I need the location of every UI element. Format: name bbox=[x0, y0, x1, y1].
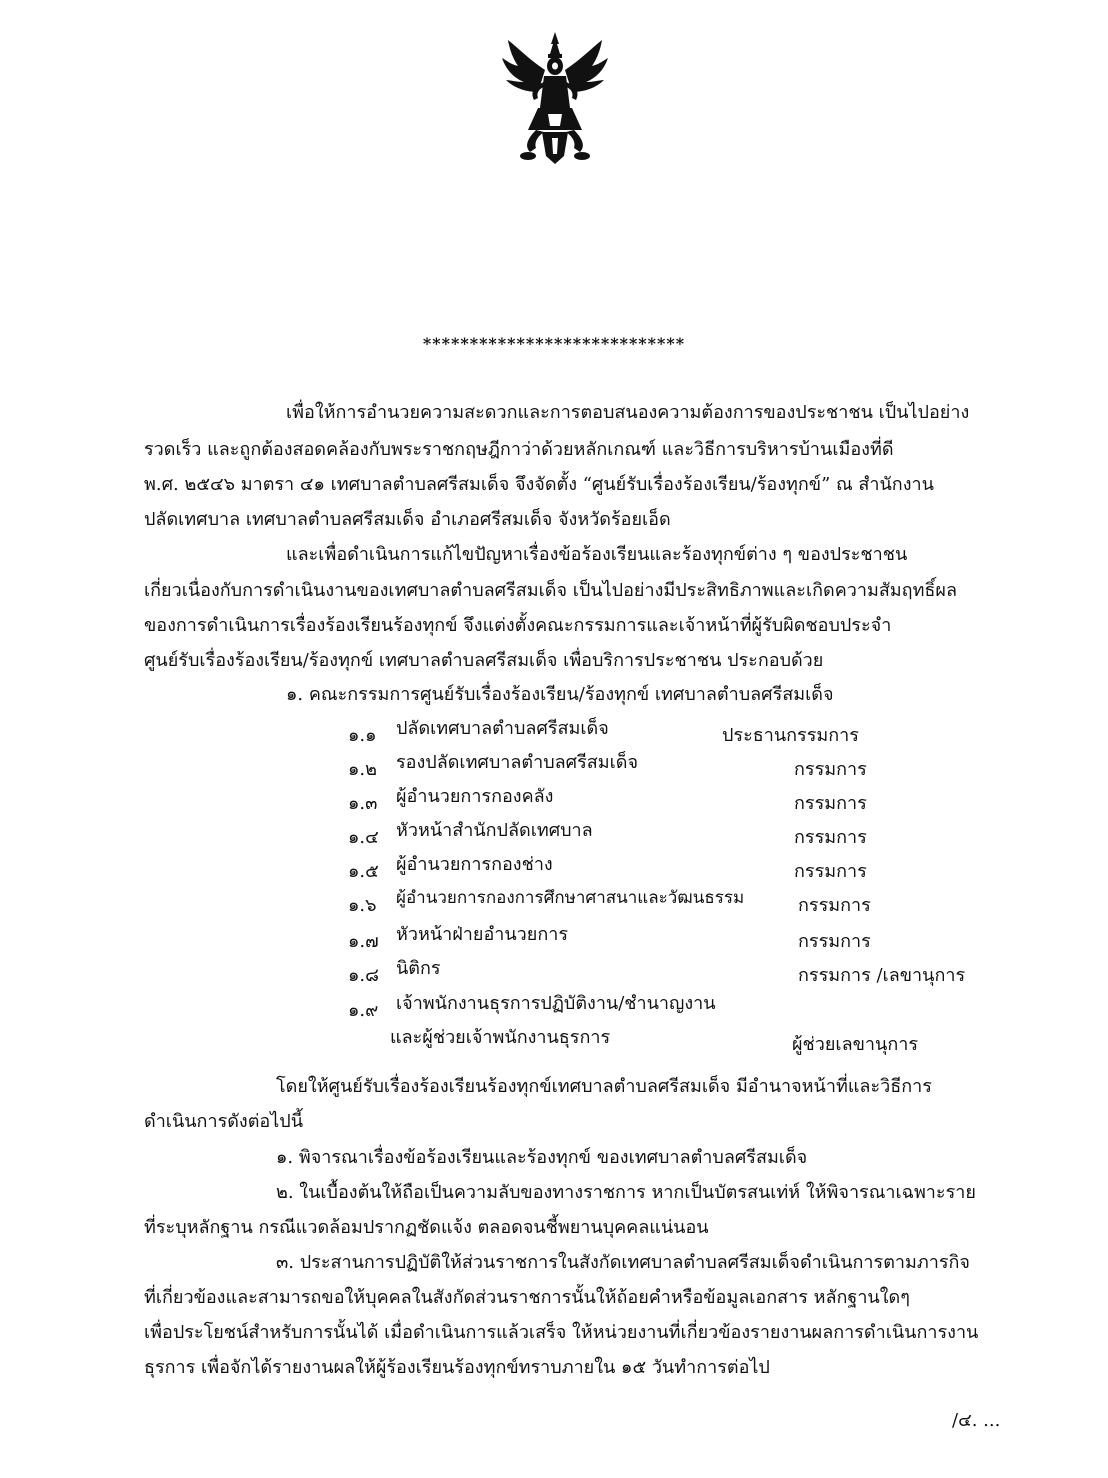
committee-item-name: ปลัดเทศบาลตำบลศรีสมเด็จ bbox=[396, 718, 609, 739]
paragraph-2-line: ศูนย์รับเรื่องร้องเรียน/ร้องทุกข์ เทศบาลตำบลศรีสมเด็จ เพื่อบริการประชาชน ประกอบด้วย bbox=[144, 650, 824, 671]
paragraph-1-line: พ.ศ. ๒๕๔๖ มาตรา ๔๑ เทศบาลตำบลศรีสมเด็จ จึงจัดตั้ง “ศูนย์รับเรื่องร้องเรียน/ร้องทุกข์” ณ สำนักงาน bbox=[144, 474, 934, 495]
paragraph-1-line: เพื่อให้การอำนวยความสะดวกและการตอบสนองความต้องการของประชาชน เป็นไปอย่าง bbox=[286, 402, 970, 423]
committee-item-role: กรรมการ bbox=[794, 759, 867, 780]
committee-item-role: กรรมการ bbox=[794, 793, 867, 814]
committee-item-number: ๑.๔ bbox=[348, 827, 379, 848]
garuda-emblem-icon bbox=[500, 30, 610, 170]
committee-item-name: เจ้าพนักงานธุรการปฏิบัติงาน/ชำนาญงาน bbox=[396, 993, 716, 1014]
committee-item-role: กรรมการ bbox=[798, 895, 871, 916]
committee-item-name: หัวหน้าสำนักปลัดเทศบาล bbox=[396, 820, 593, 841]
paragraph-1-line: รวดเร็ว และถูกต้องสอดคล้องกับพระราชกฤษฎีกาว่าด้วยหลักเกณฑ์ และวิธีการบริหารบ้านเมืองที่ดี bbox=[144, 439, 894, 460]
duty-line: เพื่อประโยชน์สำหรับการนั้นได้ เมื่อดำเนินการแล้วเสร็จ ให้หน่วยงานที่เกี่ยวข้องรายงานผลการดำเนินการงาน bbox=[144, 1322, 979, 1343]
page-continuation: /๔. ... bbox=[952, 1410, 1001, 1431]
committee-item-role: กรรมการ bbox=[794, 861, 867, 882]
duty-line: ที่ระบุหลักฐาน กรณีแวดล้อมปรากฏชัดแจ้ง ตลอดจนชี้พยานบุคคลแน่นอน bbox=[144, 1217, 709, 1238]
committee-item-role: กรรมการ bbox=[798, 931, 871, 952]
committee-item-number: ๑.๓ bbox=[348, 793, 378, 814]
committee-item-number: ๑.๙ bbox=[348, 1000, 379, 1021]
committee-item-role: กรรมการ /เลขานุการ bbox=[798, 965, 966, 986]
committee-item-name-cont: และผู้ช่วยเจ้าพนักงานธุรการ bbox=[390, 1027, 611, 1048]
committee-item-name: รองปลัดเทศบาลตำบลศรีสมเด็จ bbox=[396, 752, 639, 773]
committee-heading: ๑. คณะกรรมการศูนย์รับเรื่องร้องเรียน/ร้องทุกข์ เทศบาลตำบลศรีสมเด็จ bbox=[286, 684, 834, 705]
committee-item-name: ผู้อำนวยการกองช่าง bbox=[396, 854, 553, 875]
committee-item-role: กรรมการ bbox=[794, 827, 867, 848]
committee-item-number: ๑.๕ bbox=[348, 861, 379, 882]
committee-item-name: ผู้อำนวยการกองคลัง bbox=[396, 786, 554, 807]
duty-line: ๒. ในเบื้องต้นให้ถือเป็นความลับของทางราชการ หากเป็นบัตรสนเท่ห์ ให้พิจารณาเฉพาะราย bbox=[276, 1182, 976, 1203]
committee-item-role: ผู้ช่วยเลขานุการ bbox=[792, 1034, 918, 1055]
paragraph-1-line: ปลัดเทศบาล เทศบาลตำบลศรีสมเด็จ อำเภอศรีสมเด็จ จังหวัดร้อยเอ็ด bbox=[144, 509, 671, 530]
duty-line: ที่เกี่ยวข้องและสามารถขอให้บุคคลในสังกัดส่วนราชการนั้นให้ถ้อยคำหรือข้อมูลเอกสาร หลักฐานใดๆ bbox=[144, 1287, 910, 1308]
committee-item-number: ๑.๒ bbox=[348, 759, 378, 780]
committee-item-role: ประธานกรรมการ bbox=[722, 725, 859, 746]
paragraph-2-line: ของการดำเนินการเรื่องร้องเรียนร้องทุกข์ จึงแต่งตั้งคณะกรรมการและเจ้าหน้าที่ผู้รับผิดชอบประจำ bbox=[144, 615, 892, 636]
duty-line: ธุรการ เพื่อจักได้รายงานผลให้ผู้ร้องเรียนร้องทุกข์ทราบภายใน ๑๕ วันทำการต่อไป bbox=[144, 1357, 770, 1378]
committee-item-name: นิติกร bbox=[396, 958, 441, 979]
committee-item-number: ๑.๑ bbox=[348, 725, 377, 746]
committee-item-number: ๑.๗ bbox=[348, 931, 379, 952]
duty-line: ๓. ประสานการปฏิบัติให้ส่วนราชการในสังกัดเทศบาลตำบลศรีสมเด็จดำเนินการตามภารกิจ bbox=[276, 1252, 970, 1273]
committee-item-name: ผู้อำนวยการกองการศึกษาศาสนาและวัฒนธรรม bbox=[396, 888, 745, 908]
committee-item-number: ๑.๘ bbox=[348, 965, 380, 986]
committee-item-number: ๑.๖ bbox=[348, 895, 377, 916]
duty-line: ๑. พิจารณาเรื่องข้อร้องเรียนและร้องทุกข์ ของเทศบาลตำบลศรีสมเด็จ bbox=[276, 1147, 808, 1168]
header-separator: **************************** bbox=[422, 334, 686, 353]
paragraph-2-line: และเพื่อดำเนินการแก้ไขปัญหาเรื่องข้อร้องเรียนและร้องทุกข์ต่าง ๆ ของประชาชน bbox=[286, 544, 908, 565]
paragraph-3-line: โดยให้ศูนย์รับเรื่องร้องเรียนร้องทุกข์เทศบาลตำบลศรีสมเด็จ มีอำนาจหน้าที่และวิธีการ bbox=[276, 1076, 932, 1097]
committee-item-name: หัวหน้าฝ่ายอำนวยการ bbox=[396, 924, 569, 945]
paragraph-2-line: เกี่ยวเนื่องกับการดำเนินงานของเทศบาลตำบลศรีสมเด็จ เป็นไปอย่างมีประสิทธิภาพและเกิดความสัมฤทธิ์ผล bbox=[144, 580, 957, 601]
paragraph-3-line: ดำเนินการดังต่อไปนี้ bbox=[144, 1111, 303, 1132]
